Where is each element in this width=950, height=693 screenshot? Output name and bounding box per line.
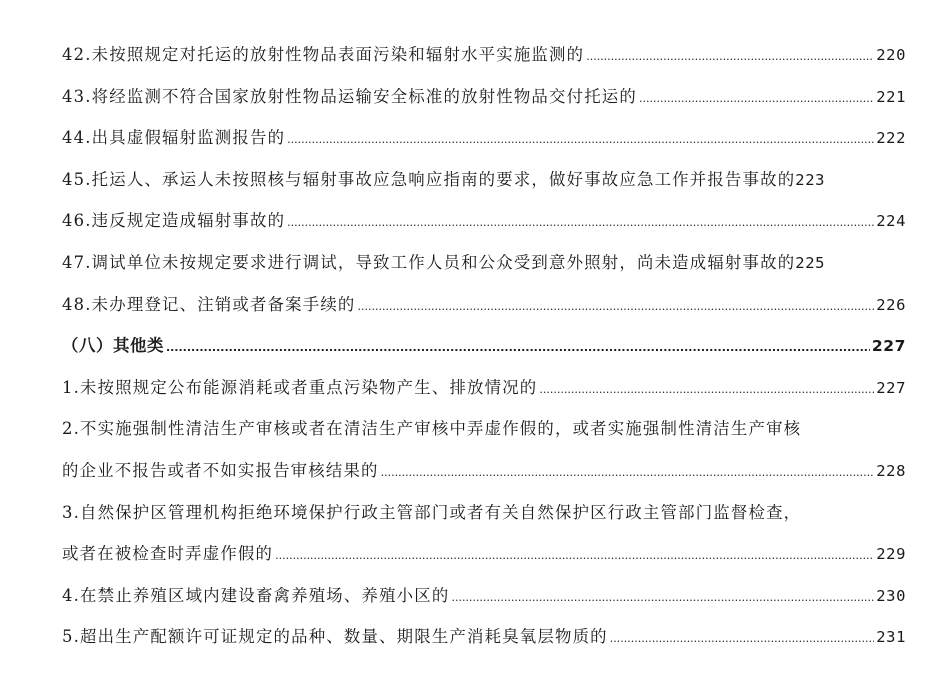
toc-section-title: （八）其他类 — [62, 336, 164, 356]
toc-entry-line1[interactable] — [62, 408, 906, 450]
toc-entry-title: 5.超出生产配额许可证规定的品种、数量、期限生产消耗臭氧层物质的 — [62, 627, 608, 647]
toc-leader-dots — [586, 36, 874, 78]
toc-leader-dots — [610, 618, 874, 660]
toc-page-number: 221 — [876, 87, 906, 106]
toc-entry-title: 42.未按照规定对托运的放射性物品表面污染和辐射水平实施监测的 — [62, 45, 585, 64]
toc-entry[interactable] — [62, 76, 906, 118]
toc-entry-line1[interactable] — [62, 492, 906, 534]
toc-page-number: 226 — [876, 295, 906, 314]
toc-leader-dots — [287, 119, 874, 161]
table-of-contents — [62, 34, 906, 658]
toc-entry[interactable] — [62, 616, 906, 658]
toc-page-number: 224 — [876, 212, 906, 231]
toc-page-number: 227 — [871, 337, 906, 356]
toc-entry-title: 3.自然保护区管理机构拒绝环境保护行政主管部门或者有关自然保护区行政主管部门监督检查， — [62, 502, 802, 522]
toc-entry-title: 1.未按照规定公布能源消耗或者重点污染物产生、排放情况的 — [62, 377, 538, 397]
toc-entry-title: 47.调试单位未按规定要求进行调试，导致工作人员和公众受到意外照射，尚未造成辐射事故的 — [62, 252, 796, 272]
toc-section-heading[interactable] — [62, 325, 906, 367]
toc-leader-dots — [166, 327, 870, 369]
toc-leader-dots — [358, 286, 875, 328]
toc-entry-title-continued: 的企业不报告或者不如实报告审核结果的 — [62, 460, 379, 480]
toc-page-number: 227 — [876, 378, 906, 397]
toc-entry-line2[interactable] — [62, 450, 906, 492]
toc-page-number: 222 — [876, 129, 906, 148]
toc-page-number: 220 — [876, 46, 906, 64]
toc-entry[interactable] — [62, 34, 906, 76]
toc-leader-dots — [539, 369, 874, 411]
toc-page-number: 228 — [876, 461, 906, 480]
toc-entry-line2[interactable] — [62, 533, 906, 575]
toc-entry[interactable] — [62, 242, 906, 284]
toc-leader-dots — [639, 78, 874, 120]
toc-page-number: 223 — [795, 170, 826, 189]
toc-entry-title: 43.将经监测不符合国家放射性物品运输安全标准的放射性物品交付托运的 — [62, 86, 637, 106]
toc-page-number: 229 — [876, 545, 906, 564]
toc-page-number: 225 — [795, 253, 826, 272]
toc-entry[interactable] — [62, 200, 906, 242]
toc-entry-title: 45.托运人、承运人未按照核与辐射事故应急响应指南的要求，做好事故应急工作并报告事故的 — [62, 169, 796, 189]
toc-leader-dots — [287, 202, 874, 244]
toc-leader-dots — [381, 452, 875, 494]
toc-entry[interactable] — [62, 284, 906, 326]
toc-entry[interactable] — [62, 117, 906, 159]
toc-leader-dots — [275, 535, 874, 577]
toc-entry-title-continued: 或者在被检查时弄虚作假的 — [62, 544, 274, 564]
toc-entry[interactable] — [62, 575, 906, 617]
toc-entry-title: 46.违反规定造成辐射事故的 — [62, 211, 286, 231]
toc-entry-title: 44.出具虚假辐射监测报告的 — [62, 128, 286, 148]
toc-entry[interactable] — [62, 367, 906, 409]
toc-entry[interactable] — [62, 159, 906, 201]
toc-entry-title: 2.不实施强制性清洁生产审核或者在清洁生产审核中弄虚作假的，或者实施强制性清洁生产审核 — [62, 419, 802, 439]
toc-entry-title: 48.未办理登记、注销或者备案手续的 — [62, 294, 356, 314]
toc-leader-dots — [451, 577, 874, 619]
toc-page-number: 230 — [876, 586, 906, 605]
toc-entry-title: 4.在禁止养殖区域内建设畜禽养殖场、养殖小区的 — [62, 585, 450, 605]
toc-page-number: 231 — [876, 628, 906, 647]
